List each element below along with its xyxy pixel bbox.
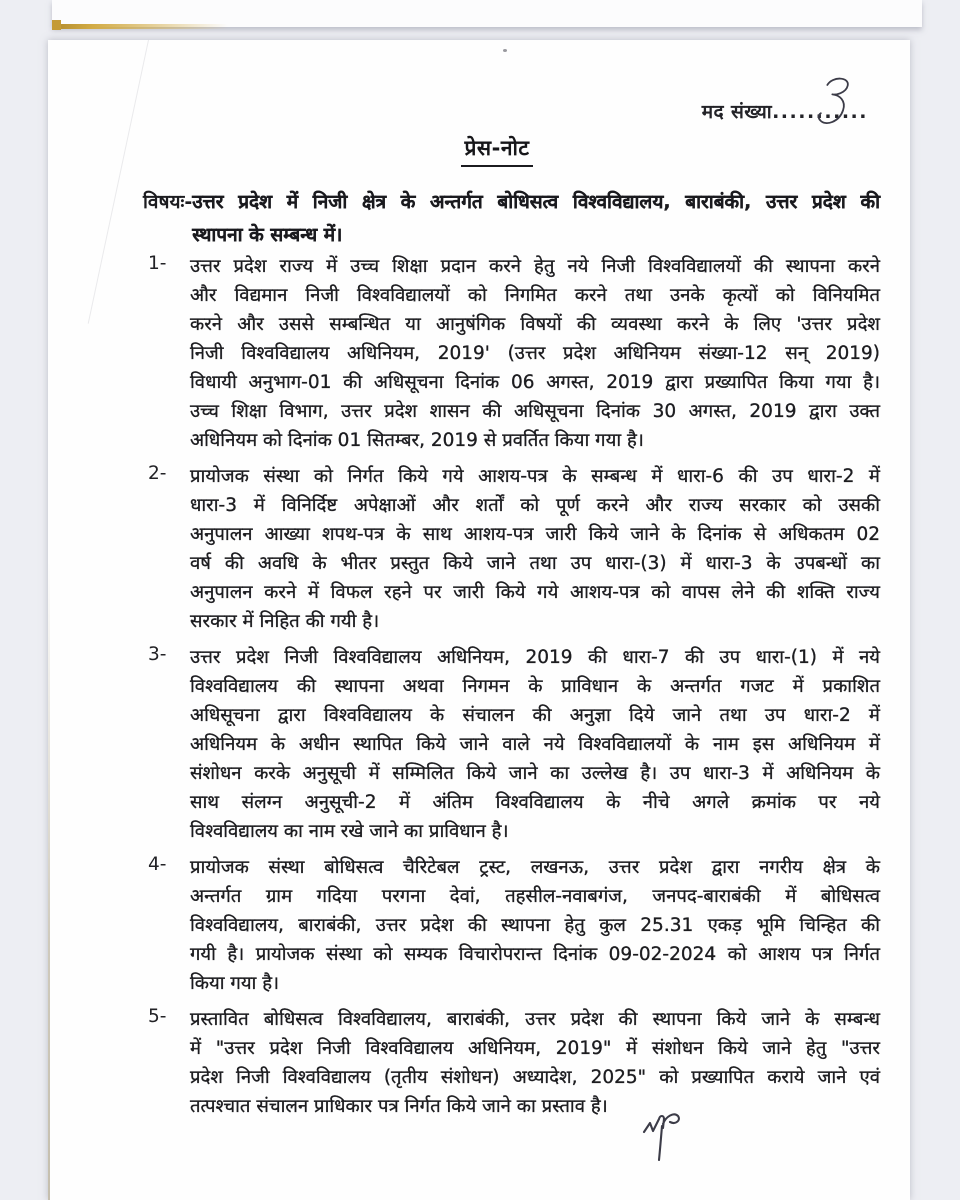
document-page	[48, 40, 910, 1200]
page-title: प्रेस-नोट	[461, 134, 532, 167]
dotted-line: ........	[772, 101, 842, 123]
paragraph-number: 4-	[148, 854, 167, 875]
paragraph-line: में "उत्तर प्रदेश निजी विश्वविद्यालय अधिनियम, 2019" में संशोधन किये जाने हेतु "उत्तर	[190, 1038, 880, 1059]
paragraph-line: अनुपालन करने में विफल रहने पर जारी किये गये आशय-पत्र को वापस लेने की शक्ति राज्य	[190, 582, 880, 603]
paragraph	[48, 252, 880, 455]
paragraph-line: अधिनियम के अधीन स्थापित किये जाने वाले नये विश्वविद्यालयों के नाम इस अधिनियम में	[190, 734, 880, 755]
paragraph	[48, 462, 880, 636]
title-row	[48, 134, 910, 167]
paragraph-line: संशोधन करके अनुसूची में सम्मिलित किये जाने का उल्लेख है। उप धारा-3 में अधिनियम के	[190, 763, 880, 784]
paragraph-line: विधायी अनुभाग-01 की अधिसूचना दिनांक 06 अगस्त, 2019 द्वारा प्रख्यापित किया गया है।	[190, 372, 880, 393]
paragraph-line: प्रस्तावित बोधिसत्व विश्वविद्यालय, बाराबंकी, उत्तर प्रदेश की स्थापना किये जाने के सम्बन्ध	[190, 1009, 880, 1030]
paragraph-line: तत्पश्चात संचालन प्राधिकार पत्र निर्गत किये जाने का प्रस्ताव है।	[190, 1096, 608, 1117]
paragraph-lines	[190, 643, 880, 846]
scan-speck	[503, 49, 507, 52]
paragraph-line: प्रदेश निजी विश्वविद्यालय (तृतीय संशोधन) अध्यादेश, 2025" को प्रख्यापित कराये जाने एवं	[190, 1067, 880, 1088]
paragraph-lines	[190, 252, 880, 455]
paragraph	[48, 643, 880, 846]
gold-page-edge-line	[52, 24, 237, 29]
paragraph-number: 1-	[148, 253, 167, 274]
paragraph-line: और विद्यमान निजी विश्वविद्यालयों को निगमित करने तथा उनके कृत्यों को विनियमित	[190, 285, 880, 306]
paragraph-line: उच्च शिक्षा विभाग, उत्तर प्रदेश शासन की अधिसूचना दिनांक 30 अगस्त, 2019 द्वारा उक्त	[190, 401, 880, 422]
paragraph-line: उत्तर प्रदेश निजी विश्वविद्यालय अधिनियम, 2019 की धारा-7 की उप धारा-(1) में नये	[190, 647, 880, 668]
paragraph-line: विश्वविद्यालय की स्थापना अथवा निगमन के प्राविधान के अन्तर्गत गजट में प्रकाशित	[190, 676, 880, 697]
paragraph-number: 2-	[148, 463, 167, 484]
item-number-label: मद संख्या	[701, 101, 773, 123]
paragraph-line: करने और उससे सम्बन्धित या आनुषंगिक विषयों की व्यवस्था करने के लिए 'उत्तर प्रदेश	[190, 314, 880, 335]
paragraph	[48, 1005, 880, 1121]
paragraph-lines	[190, 1005, 880, 1121]
handwritten-item-number	[818, 74, 850, 136]
paragraph-line: विश्वविद्यालय, बाराबंकी, उत्तर प्रदेश की स्थापना हेतु कुल 25.31 एकड़ भूमि चिन्हित की	[190, 915, 880, 936]
subject-line: स्थापना के सम्बन्ध में।	[192, 224, 343, 246]
paragraph-line: निजी विश्वविद्यालय अधिनियम, 2019' (उत्तर प्रदेश अधिनियम संख्या-12 सन् 2019)	[190, 343, 880, 364]
paragraphs	[48, 252, 910, 1128]
paragraph-line: विश्वविद्यालय का नाम रखे जाने का प्राविधान है।	[190, 821, 509, 842]
paragraph-number: 3-	[148, 644, 167, 665]
signature-scribble	[640, 1108, 700, 1170]
paragraph-line: अधिसूचना द्वारा विश्वविद्यालय के संचालन की अनुज्ञा दिये जाने तथा उप धारा-2 में	[190, 705, 880, 726]
subject-text	[192, 186, 880, 252]
subject-block	[143, 186, 880, 252]
subject-line: उत्तर प्रदेश में निजी क्षेत्र के अन्तर्गत बोधिसत्व विश्वविद्यालय, बाराबंकी, उत्तर प्रदेश की	[192, 191, 880, 213]
gold-corner-mark	[52, 20, 61, 30]
paragraph-line: साथ संलग्न अनुसूची-2 में अंतिम विश्वविद्यालय के नीचे अगले क्रमांक पर नये	[190, 792, 880, 813]
paragraph-line: अन्तर्गत ग्राम गदिया परगना देवां, तहसील-नवाबगंज, जनपद-बाराबंकी में बोधिसत्व	[190, 886, 880, 907]
paragraph-line: गयी है। प्रायोजक संस्था को सम्यक विचारोपरान्त दिनांक 09-02-2024 को आशय पत्र निर्गत	[190, 944, 880, 965]
paragraph-number: 5-	[148, 1006, 167, 1027]
paragraph-line: अनुपालन आख्या शपथ-पत्र के साथ आशय-पत्र जारी किये जाने के दिनांक से अधिकतम 02	[190, 524, 880, 545]
paragraph-lines	[190, 853, 880, 998]
paragraph-line: सरकार में निहित की गयी है।	[190, 611, 380, 632]
paragraph	[48, 853, 880, 998]
paragraph-line: प्रायोजक संस्था बोधिसत्व चैरिटेबल ट्रस्ट, लखनऊ, उत्तर प्रदेश द्वारा नगरीय क्षेत्र के	[190, 857, 880, 878]
paragraph-line: प्रायोजक संस्था को निर्गत किये गये आशय-पत्र के सम्बन्ध में धारा-6 की उप धारा-2 में	[190, 466, 880, 487]
paragraph-line: किया गया है।	[190, 973, 280, 994]
subject-label: विषयः-	[143, 191, 193, 213]
item-number-row	[702, 98, 868, 124]
dotted-line-tail: ...	[841, 101, 868, 123]
paragraph-line: वर्ष की अवधि के भीतर प्रस्तुत किये जाने तथा उप धारा-(3) में धारा-3 के उपबन्धों का	[190, 553, 880, 574]
previous-page-edge	[52, 0, 922, 27]
paragraph-lines	[190, 462, 880, 636]
paragraph-line: धारा-3 में विनिर्दिष्ट अपेक्षाओं और शर्तों को पूर्ण करने और राज्य सरकार को उसकी	[190, 495, 880, 516]
paragraph-line: अधिनियम को दिनांक 01 सितम्बर, 2019 से प्रवर्तित किया गया है।	[190, 430, 644, 451]
paragraph-line: उत्तर प्रदेश राज्य में उच्च शिक्षा प्रदान करने हेतु नये निजी विश्वविद्यालयों की स्थापना करने	[190, 256, 880, 277]
